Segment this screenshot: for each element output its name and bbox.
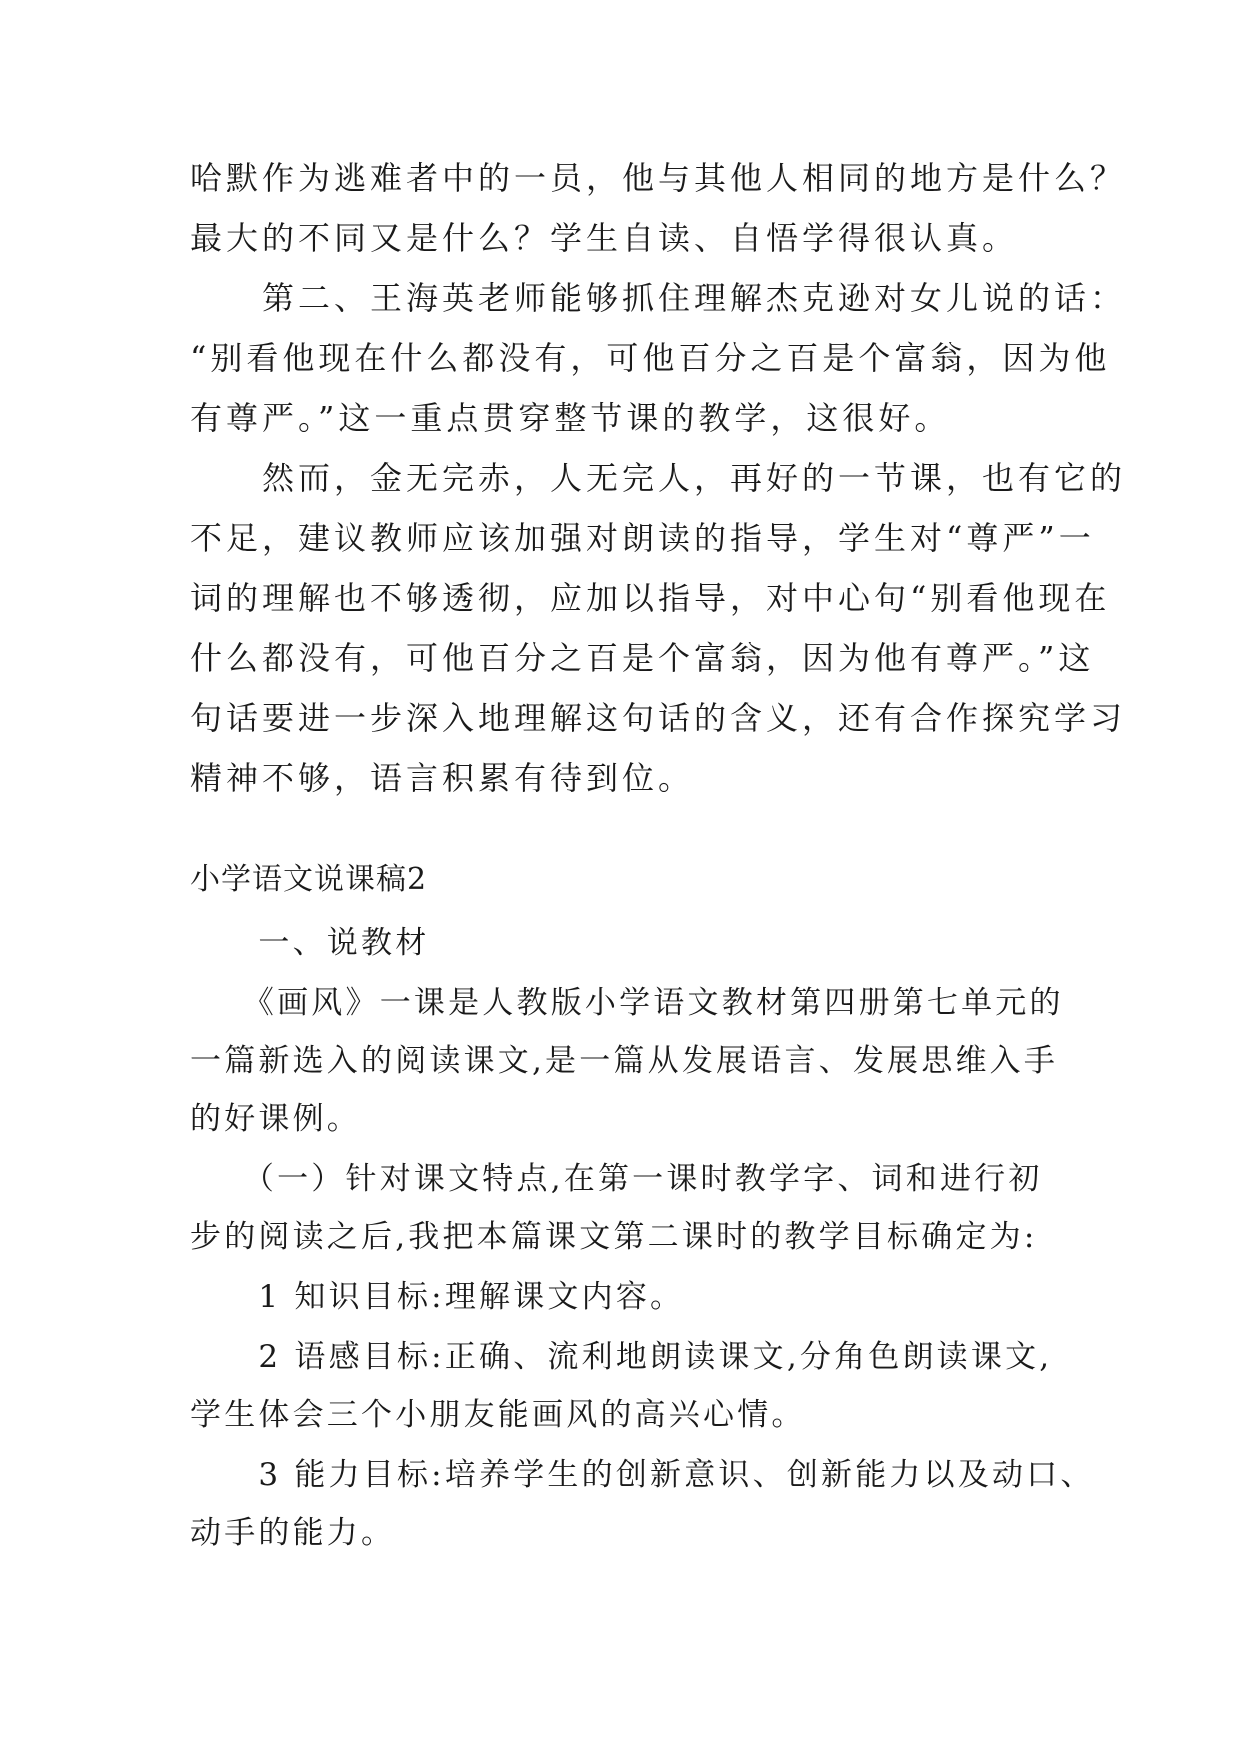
paragraph-line: 最大的不同又是什么？学生自读、自悟学得很认真。 [190, 219, 1019, 257]
paragraph-line: 精神不够，语言积累有待到位。 [190, 759, 695, 797]
paragraph-line: 第二、王海英老师能够抓住理解杰克逊对女儿说的话： [190, 279, 1127, 317]
commentary-text [190, 148, 1127, 808]
paragraph-line: 一篇新选入的阅读课文,是一篇从发展语言、发展思维入手 [190, 1043, 1059, 1079]
paragraph-line: 《画风》一课是人教版小学语文教材第四册第七单元的 [190, 985, 1064, 1021]
paragraph-line: 2 语感目标:正确、流利地朗读课文,分角色朗读课文, [190, 1339, 1053, 1375]
paragraph-line: 哈默作为逃难者中的一员，他与其他人相同的地方是什么？ [190, 159, 1127, 197]
paragraph-line: 不足，建议教师应该加强对朗读的指导，学生对“尊严”一 [190, 519, 1095, 557]
lesson-plan-text [190, 914, 1095, 1562]
paragraph-line: （一）针对课文特点,在第一课时教学字、词和进行初 [190, 1161, 1043, 1197]
paragraph-line: 词的理解也不够透彻，应加以指导，对中心句“别看他现在 [190, 579, 1111, 617]
paragraph-line: 学生体会三个小朋友能画风的高兴心情。 [190, 1397, 806, 1433]
paragraph-line: 步的阅读之后,我把本篇课文第二课时的教学目标确定为: [190, 1219, 1038, 1255]
paragraph-line: 的好课例。 [190, 1101, 361, 1137]
paragraph-line: 1 知识目标:理解课文内容。 [190, 1279, 685, 1315]
section-title: 小学语文说课稿2 [190, 862, 428, 897]
paragraph-line: 句话要进一步深入地理解这句话的含义，还有合作探究学习 [190, 699, 1127, 737]
paragraph-line: 3 能力目标:培养学生的创新意识、创新能力以及动口、 [190, 1457, 1095, 1493]
paragraph-line: 什么都没有，可他百分之百是个富翁，因为他有尊严。”这 [190, 639, 1095, 677]
paragraph-line: 然而，金无完赤，人无完人，再好的一节课，也有它的 [190, 459, 1127, 497]
heading-line: 一、说教材 [190, 925, 430, 961]
paragraph-line: 有尊严。”这一重点贯穿整节课的教学，这很好。 [190, 399, 951, 437]
paragraph-line: “别看他现在什么都没有，可他百分之百是个富翁，因为他 [190, 339, 1111, 377]
paragraph-line: 动手的能力。 [190, 1515, 396, 1551]
